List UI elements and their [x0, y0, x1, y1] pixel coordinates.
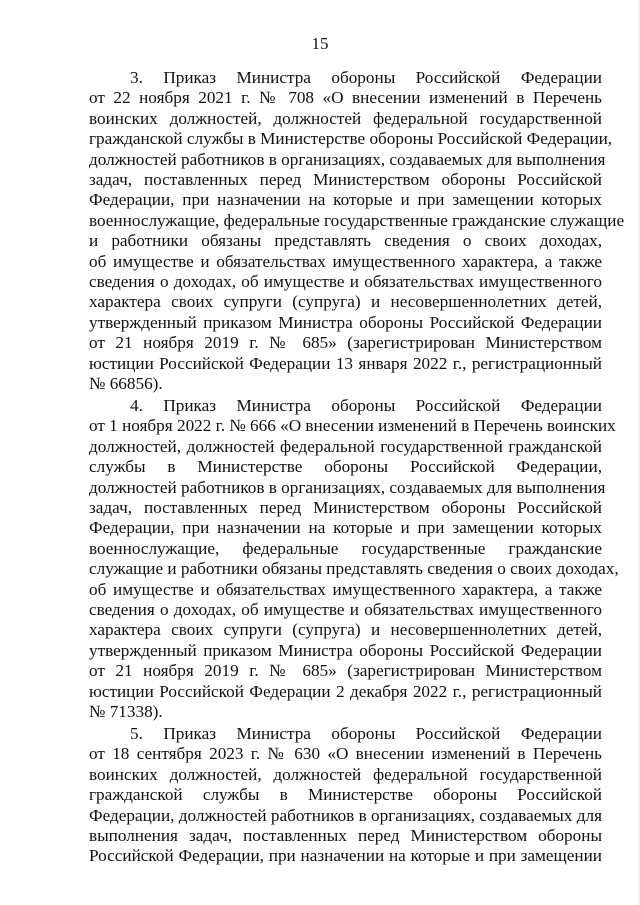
text-line: утвержденный приказом Министра обороны Российской Федерации: [89, 312, 602, 332]
paragraph-item-5: [89, 724, 602, 867]
text-line: утвержденный приказом Министра обороны Российской Федерации: [89, 640, 602, 660]
text-line: задач, поставленных перед Министерством обороны Российской: [89, 170, 602, 190]
text-line: Федерации, при назначении на которые и при замещении которых: [89, 190, 602, 210]
text-line: воинских должностей, должностей федеральной государственной: [89, 764, 602, 784]
text-line: Федерации, должностей работников в организациях, создаваемых для: [89, 805, 602, 825]
text-line: от 1 ноября 2022 г. № 666 «О внесении изменений в Перечень воинских: [89, 416, 616, 436]
text-line: Российской Федерации, при назначении на которые и при замещении: [89, 846, 602, 866]
text-line: юстиции Российской Федерации 2 декабря 2022 г., регистрационный: [89, 681, 602, 701]
text-line: должностей работников в организациях, создаваемых для выполнения: [89, 477, 606, 497]
text-line: служащие и работники обязаны представлять сведения о своих доходах,: [89, 559, 619, 579]
document-body: [89, 68, 625, 868]
text-line: 4. Приказ Министра обороны Российской Федерации: [130, 396, 602, 415]
text-line: от 21 ноября 2019 г. № 685» (зарегистрирован Министерством: [89, 333, 602, 353]
text-line: воинских должностей, должностей федеральной государственной: [89, 108, 602, 128]
text-line: Федерации, при назначении на которые и при замещении которых: [89, 518, 602, 538]
text-line: характера своих супруги (супруга) и несовершеннолетних детей,: [89, 292, 602, 312]
text-line: задач, поставленных перед Министерством обороны Российской: [89, 498, 602, 518]
text-line: № 66856).: [89, 374, 163, 394]
text-line: об имуществе и обязательствах имущественного характера, а также: [89, 251, 602, 271]
text-line: и работники обязаны представлять сведения о своих доходах,: [89, 231, 602, 251]
text-line: 3. Приказ Министра обороны Российской Федерации: [130, 68, 602, 87]
text-line: военнослужащие, федеральные государственные гражданские служащие: [89, 210, 625, 230]
text-line: службы в Министерстве обороны Российской Федерации,: [89, 457, 602, 477]
text-line: сведения о доходах, об имуществе и обязательствах имущественного: [89, 600, 602, 620]
text-line: должностей работников в организациях, создаваемых для выполнения: [89, 149, 606, 169]
text-line: № 71338).: [89, 702, 163, 722]
text-line: гражданской службы в Министерстве обороны Российской Федерации,: [89, 129, 613, 149]
paragraph-item-4: [89, 396, 619, 723]
text-line: военнослужащие, федеральные государственные гражданские: [89, 538, 602, 558]
text-line: от 22 ноября 2021 г. № 708 «О внесении изменений в Перечень: [89, 88, 602, 108]
text-line: выполнения задач, поставленных перед Министерством обороны: [89, 826, 602, 846]
text-line: сведения о доходах, об имуществе и обязательствах имущественного: [89, 272, 602, 292]
text-line: об имуществе и обязательствах имущественного характера, а также: [89, 579, 602, 599]
text-line: характера своих супруги (супруга) и несовершеннолетних детей,: [89, 620, 602, 640]
text-line: должностей, должностей федеральной государственной гражданской: [89, 436, 602, 456]
page-number: 15: [311, 34, 329, 53]
paragraph-item-3: [89, 68, 625, 395]
text-line: от 21 ноября 2019 г. № 685» (зарегистрирован Министерством: [89, 661, 602, 681]
text-line: от 18 сентября 2023 г. № 630 «О внесении изменений в Перечень: [89, 744, 602, 764]
text-line: гражданской службы в Министерстве обороны Российской: [89, 785, 602, 805]
text-line: 5. Приказ Министра обороны Российской Федерации: [130, 724, 602, 743]
text-line: юстиции Российской Федерации 13 января 2022 г., регистрационный: [89, 353, 602, 373]
